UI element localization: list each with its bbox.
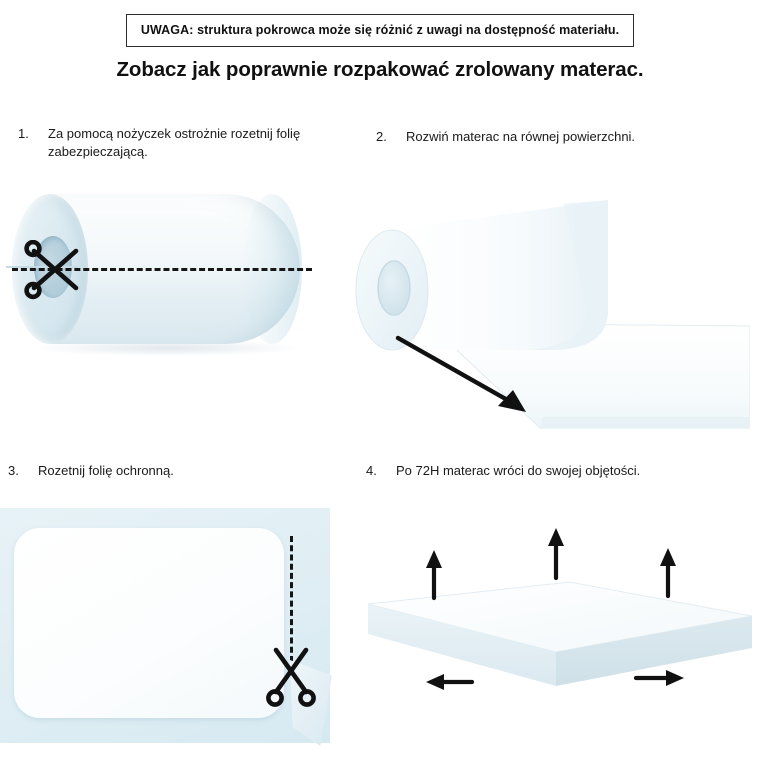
step-4 <box>366 462 746 480</box>
step-4-text: Po 72H materac wróci do swojej objętości. <box>396 463 641 478</box>
step-1 <box>18 125 348 160</box>
page-title: Zobacz jak poprawnie rozpakować zrolowany materac. <box>116 58 644 81</box>
scissors-icon <box>24 240 88 302</box>
step-1-text: Za pomocą nożyczek ostrożnie rozetnij folię zabezpieczającą. <box>48 126 301 159</box>
step-3 <box>8 462 338 480</box>
step-3-illustration <box>0 500 340 750</box>
scissors-icon <box>262 640 324 710</box>
step-2 <box>376 128 726 146</box>
step-2-header <box>376 128 726 146</box>
flat-mattress <box>14 528 284 718</box>
step-3-text: Rozetnij folię ochronną. <box>38 463 174 478</box>
step-3-header <box>8 462 338 480</box>
notice-banner-wrap <box>0 14 760 47</box>
step-1-header <box>18 125 348 160</box>
step-2-illustration <box>350 178 750 430</box>
step-2-number: 2. <box>376 129 387 144</box>
step-2-text: Rozwiń materac na równej powierzchni. <box>406 129 636 144</box>
step-4-number: 4. <box>366 463 377 478</box>
expanded-mattress-svg <box>360 500 760 750</box>
notice-banner: UWAGA: struktura pokrowca może się różnić z uwagi na dostępność materiału. <box>126 14 634 47</box>
step-1-illustration <box>0 180 340 395</box>
step-4-illustration <box>360 500 760 750</box>
unrolling-mattress-svg <box>350 178 750 430</box>
step-4-header <box>366 462 746 480</box>
step-3-number: 3. <box>8 463 19 478</box>
mattress-sheet-edge <box>540 417 750 428</box>
step-1-number: 1. <box>18 126 29 141</box>
roll-core-hole <box>378 261 410 315</box>
